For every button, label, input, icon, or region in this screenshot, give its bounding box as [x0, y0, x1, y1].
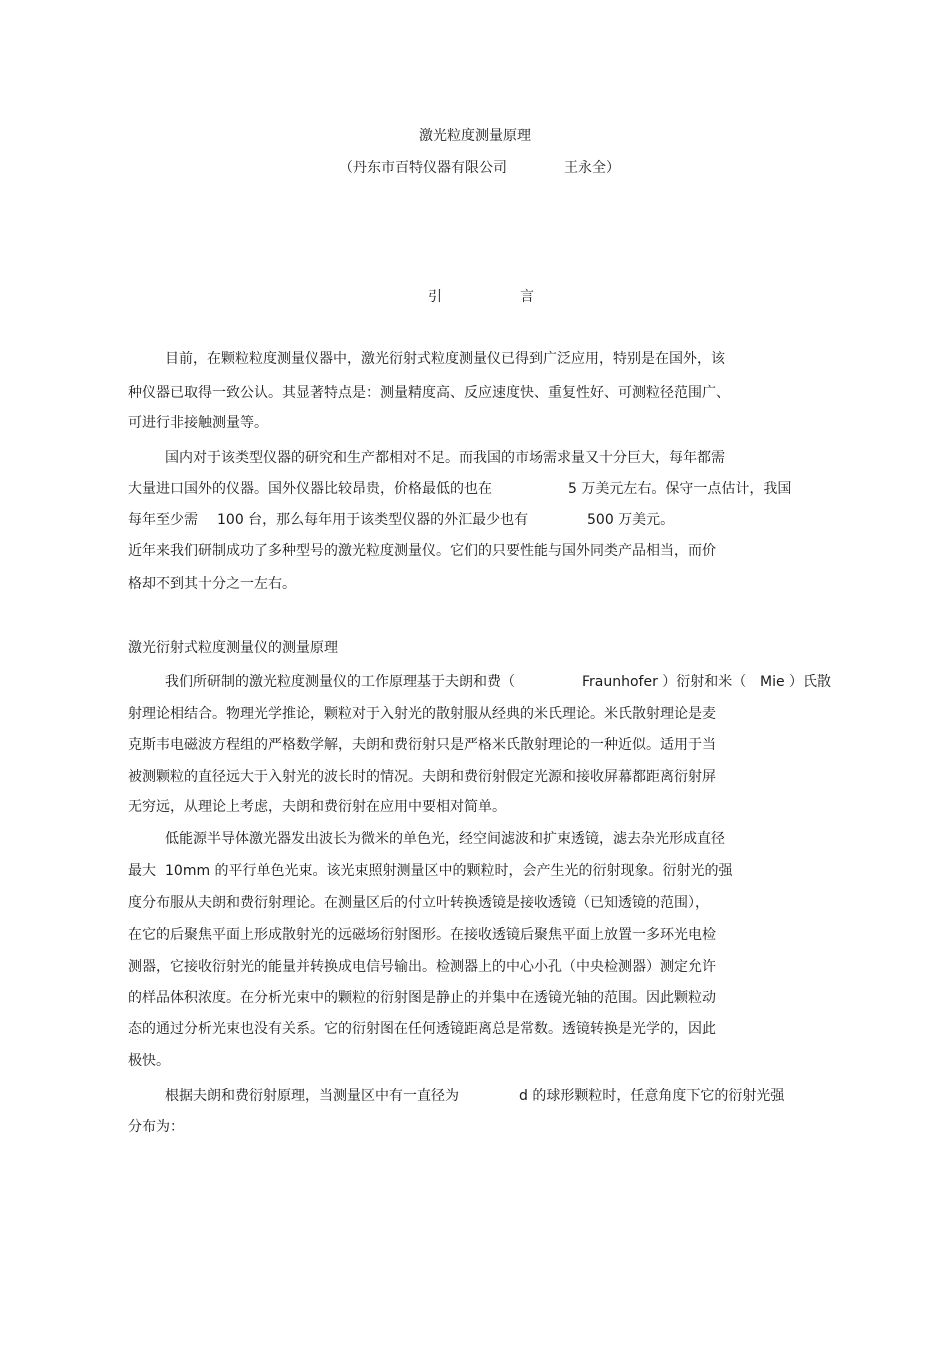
section-line: 测器，它接收衍射光的能量并转换成电信号输出。检测器上的中心小孔（中央检测器）测定允许: [128, 959, 716, 975]
section-line: 我们所研制的激光粒度测量仪的工作原理基于夫朗和费（: [165, 674, 515, 690]
intro-heading-char-2: 言: [520, 289, 534, 305]
section-line: 分布为：: [128, 1119, 184, 1135]
section-line-fragment: d 的球形颗粒时，任意角度下它的衍射光强: [519, 1088, 785, 1104]
intro-line: 可进行非接触测量等。: [128, 415, 268, 431]
intro-line: 国内对于该类型仪器的研究和生产都相对不足。而我国的市场需求量又十分巨大，每年都需: [165, 450, 725, 466]
section-line: 被测颗粒的直径远大于入射光的波长时的情况。夫朗和费衍射假定光源和接收屏幕都距离衍射屏: [128, 769, 716, 785]
intro-line: 目前，在颗粒粒度测量仪器中，激光衍射式粒度测量仪已得到广泛应用，特别是在国外，该: [165, 351, 725, 367]
section-line: 极快。: [128, 1053, 170, 1069]
section-line: 度分布服从夫朗和费衍射理论。在测量区后的付立叶转换透镜是接收透镜（已知透镜的范围），: [128, 895, 709, 911]
page-title: 激光粒度测量原理: [419, 128, 531, 144]
intro-line: 种仪器已取得一致公认。其显著特点是：测量精度高、反应速度快、重复性好、可测粒径范围广、: [128, 385, 730, 401]
section-line: 的样品体积浓度。在分析光束中的颗粒的衍射图是静止的并集中在透镜光轴的范围。因此颗粒动: [128, 990, 716, 1006]
section-line: 射理论相结合。物理光学推论，颗粒对于入射光的散射服从经典的米氏理论。米氏散射理论是麦: [128, 706, 716, 722]
intro-heading-char-1: 引: [428, 289, 442, 305]
intro-line: 格却不到其十分之一左右。: [128, 576, 296, 592]
section-line: 根据夫朗和费衍射原理，当测量区中有一直径为: [165, 1088, 459, 1104]
intro-line: 大量进口国外的仪器。国外仪器比较昂贵，价格最低的也在: [128, 481, 492, 497]
section-line: 克斯韦电磁波方程组的严格数学解，夫朗和费衍射只是严格米氏散射理论的一种近似。适用于当: [128, 737, 716, 753]
section-line: 最大: [128, 863, 156, 879]
intro-line-fragment: 500 万美元。: [587, 512, 675, 528]
section-line: 低能源半导体激光器发出波长为微米的单色光，经空间滤波和扩束透镜，滤去杂光形成直径: [165, 831, 725, 847]
intro-line-fragment: 100 台，那么每年用于该类型仪器的外汇最少也有: [217, 512, 529, 528]
section-line-fragment: 10mm 的平行单色光束。该光束照射测量区中的颗粒时，会产生光的衍射现象。衍射光的强: [165, 863, 733, 879]
section-line: 态的通过分析光束也没有关系。它的衍射图在任何透镜距离总是常数。透镜转换是光学的，因此: [128, 1021, 716, 1037]
section-line: 在它的后聚焦平面上形成散射光的远磁场衍射图形。在接收透镜后聚焦平面上放置一多环光电检: [128, 927, 716, 943]
affiliation-author: 王永全）: [564, 160, 620, 176]
section-heading: 激光衍射式粒度测量仪的测量原理: [128, 640, 338, 656]
section-line-fragment: Mie ）氏散: [760, 674, 832, 690]
section-line-fragment: Fraunhofer ）衍射和米（: [582, 674, 747, 690]
affiliation-company: （丹东市百特仪器有限公司: [339, 160, 507, 176]
intro-line: 每年至少需: [128, 512, 198, 528]
section-line: 无穷远，从理论上考虑，夫朗和费衍射在应用中要相对简单。: [128, 799, 506, 815]
intro-line-fragment: 5 万美元左右。保守一点估计，我国: [568, 481, 792, 497]
intro-line: 近年来我们研制成功了多种型号的激光粒度测量仪。它们的只要性能与国外同类产品相当，而价: [128, 543, 716, 559]
